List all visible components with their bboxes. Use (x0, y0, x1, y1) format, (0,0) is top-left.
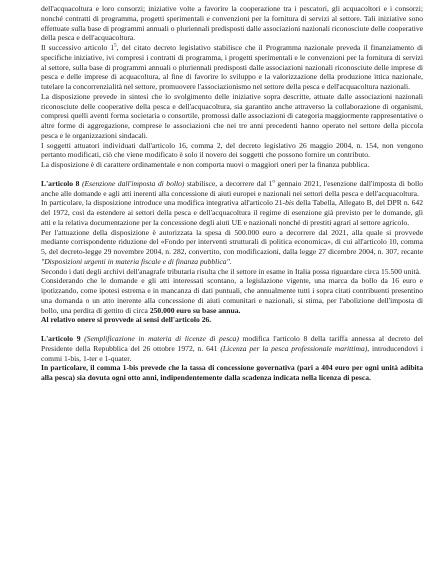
paragraph-cooperative-initiatives: dell'acquacoltura e loro consorzi; iniziative volte a favorire la cooperazione tra i pescatori, gli acquacoltori e i consorzi; nonché contratti di programma, progetti sperimentali e convenzioni per la fornitura di servizi al settore. Tali iniziative sono effettuate sulla base di programmi annuali o pluriennali predisposti dalle associazioni nazionali riconosciute delle cooperative della pesca e dell'acquacoltura. (41, 4, 423, 43)
paragraph-article-8-detail: In particolare, la disposizione introduce una modifica integrativa all'articolo 21-bis della Tabella, Allegato B, del DPR n. 642 del 1972, così da estendere ai settori della pesca e dell'acquacoltura il regime di esenzione già previsto per le domande, gli atti e la relativa documentazione per la concessione degli aiuti UE e nazionali nonché di prestiti agrari al settore agricolo. (41, 198, 424, 227)
article-8-title: (Esenzione dall'imposta di bollo) (79, 178, 185, 188)
paragraph-implementing-parties: I soggetti attuatori individuati dall'articolo 16, comma 2, del decreto legislativo 26 maggio 2004, n. 154, non vengono pertanto modificati, ciò che viene modificato è solo il novero dei soggetti che possono fornire un contributo. (41, 140, 423, 160)
paragraph-article-9-detail: In particolare, il comma 1-bis prevede che la tassa di concessione governativa (pari a 404 euro per ogni unità adibita alla pesca) sia dovuta ogni otto anni, indipendentemente dalla scadenza indicata nella licenza di pesca. (41, 363, 423, 382)
paragraph-no-new-charges: La disposizione è di carattere ordinamentale e non comporta nuovi o maggiori oneri per la finanza pubblica. (41, 160, 370, 169)
article-9-heading: L'articolo 9 (41, 334, 81, 343)
article-8-heading: L'articolo 8 (41, 178, 80, 188)
paragraph-article-8-charge: Al relativo onere si provvede ai sensi dell'articolo 26. (41, 315, 212, 325)
paragraph-article-9-intro: L'articolo 9 (Semplificazione in materia di licenze di pesca) modifica l'articolo 8 della tariffa annessa al decreto del Presidente della Repubblica del 26 ottobre 1972, n. 641 (Licenza per la pesca professionale marittima), introducendovi i commi 1-bis, 1-ter e 1-quater. (41, 334, 423, 363)
footnote-marker: 5 (114, 43, 117, 49)
paragraph-article-8-estimate: Considerando che le domande e gli atti interessati scontano, a legislazione vigente, una marca da bollo da 16 euro e ipotizzando, come ipotesi estrema e in mancanza di dati puntuali, che annualmente tutti i sopra citati contribuenti presentino una domanda o un atto inerente alla concessione di aiuti comunitari e nazionali, si stima, per l'abolizione dell'imposta di bollo, una perdita di gettito di circa 250.000 euro su base annua. (41, 276, 423, 315)
paragraph-article-1-programme: Il successivo articolo $1^5$, del citato decreto legislativo stabilisce che il Programma nazionale preveda il finanziamento di specifiche iniziative, ivi compresi i contratti di programma, i progetti sperimentali e le convenzioni per la fornitura di servizi al settore, sulla base di programmi annuali o pluriennali predisposti dalle associazioni nazionali riconosciute delle imprese di pesca e delle imprese di acquacoltura, al fine di favorire lo sviluppo e la valorizzazione della produzione ittica nazionale, tutelare la concorrenzialità nel settore, promuovere l'associazionismo nel settore della pesca e dell'acquacoltura nazionali. (41, 43, 423, 91)
paragraph-article-8-intro: L'articolo 8 (Esenzione dall'imposta di bollo) stabilisce, a decorrere dal 1$^o$ gennaio 2021, l'esenzione dall'imposta di bollo anche alle domande e agli atti inerenti alla concessione di aiuti europei e nazionali nei settori della pesca e dell'acquacoltura. (41, 178, 423, 198)
revenue-loss-figure: 250.000 euro su base annua. (149, 305, 241, 315)
paragraph-summary: La disposizione prevede in sintesi che lo svolgimento delle iniziative sopra descritte, attuate dalle associazioni nazionali riconosciute delle cooperative della pesca e dell'acquacoltura, sia garantito anche attraverso la collaborazione di organismi, compresi quelli aventi forma societaria o consortile, promossi dalle associazioni di categoria maggiormente rappresentative o altre forme di aggregazione, comprese le associazioni che nei tre anni precedenti hanno operato nel settore della piccola pesca e le organizzazioni sindacali. (41, 91, 423, 140)
paragraph-article-8-funding: Per l'attuazione della disposizione è autorizzata la spesa di 500.000 euro a decorrere dal 2021, alla quale si provvede mediante corrispondente riduzione del «Fondo per interventi strutturali di politica economica», di cui all'articolo 10, comma 5, del decreto-legge 29 novembre 2004, n. 282, convertito, con modificazioni, dalla legge 27 dicembre 2004, n. 307, recante "Disposizioni urgenti in materia fiscale e di finanza pubblica". (41, 227, 423, 266)
section-gap (41, 170, 423, 179)
section-gap (41, 325, 423, 334)
article-9-title: (Semplificazione in materia di licenze di pesca) (80, 334, 239, 343)
paragraph-article-8-data: Secondo i dati degli archivi dell'anagrafe tributaria risulta che il settore in esame in Italia possa riguardare circa 15.500 unità. (41, 266, 421, 276)
